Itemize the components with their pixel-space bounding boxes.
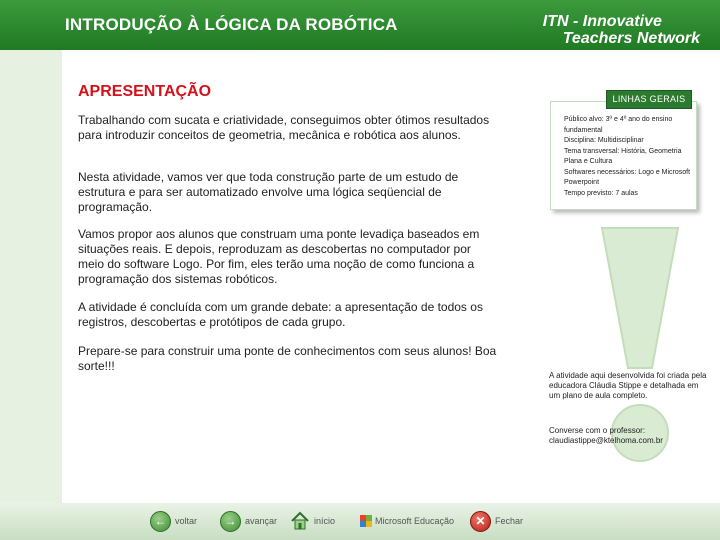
paragraph-debate: A atividade é concluída com um grande debate: a apresentação de todos os registros, descobertas e protótipos de cada grupo. (78, 300, 483, 329)
left-decorative-band (0, 50, 62, 540)
right-arrow-icon: → (220, 511, 241, 532)
back-label: voltar (175, 516, 198, 526)
home-label: início (314, 516, 336, 526)
panel-line-time: Tempo previsto: 7 aulas (564, 189, 638, 197)
panel-tab-label: LINHAS GERAIS (606, 90, 692, 109)
panel-line-audience: Público alvo: 3º e 4º ano do ensino fundamental (564, 116, 673, 134)
brand-logo (543, 13, 700, 47)
paragraph-closing: Prepare-se para construir uma ponte de conhecimentos com seus alunos! Boa sorte!!! (78, 344, 497, 373)
panel-line-theme: Tema transversal: História, Geometria Plana e Cultura (564, 147, 682, 165)
left-arrow-icon: ← (150, 511, 171, 532)
home-icon (290, 511, 310, 531)
paragraph-intro: Trabalhando com sucata e criatividade, conseguimos obter ótimos resultados para introduzir conceitos de geometria, mecânica e robótica aos alunos. (78, 113, 490, 142)
close-label: Fechar (495, 516, 524, 526)
paragraph-proposal: Vamos propor aos alunos que construam uma ponte levadiça baseados em situações reais. E depois, reproduzam as descobertas no computador por meio do software Logo. Por fim, eles terão uma noção de como funciona a programação dos sistemas robóticos. (78, 227, 480, 286)
section-title: APRESENTAÇÃO (78, 83, 212, 100)
credit-text: A atividade aqui desenvolvida foi criada pela educadora Cláudia Stippe e detalhada em um plano de aula completo. (549, 371, 707, 400)
forward-button[interactable] (220, 510, 277, 532)
microsoft-label: Microsoft Educação (375, 516, 455, 526)
paragraph-structure: Nesta atividade, vamos ver que toda construção parte de um estudo de estrutura e para ser automatizado envolve uma lógica seqüencial de programação. (78, 170, 459, 214)
home-button[interactable] (290, 510, 335, 532)
microsoft-logo-icon (360, 515, 372, 527)
page-title: INTRODUÇÃO À LÓGICA DA ROBÓTICA (65, 15, 398, 34)
panel-line-discipline: Disciplina: Multidisciplinar (564, 137, 644, 144)
contact-text: Converse com o professor: claudiastippe@ktelhoma.com.br (549, 426, 663, 445)
close-icon: ✕ (470, 511, 491, 532)
panel-line-software: Softwares necessários: Logo e Microsoft Powerpoint (564, 168, 691, 186)
forward-label: avançar (245, 516, 278, 526)
brand-line-1: ITN - Innovative (542, 13, 662, 30)
close-button[interactable] (470, 510, 523, 532)
header-bar (0, 0, 720, 50)
brand-line-2: Teachers Network (562, 30, 700, 47)
panel-body (564, 115, 694, 199)
microsoft-education-link[interactable] (360, 510, 454, 532)
back-button[interactable] (150, 510, 197, 532)
microsoft-logo (360, 515, 454, 527)
